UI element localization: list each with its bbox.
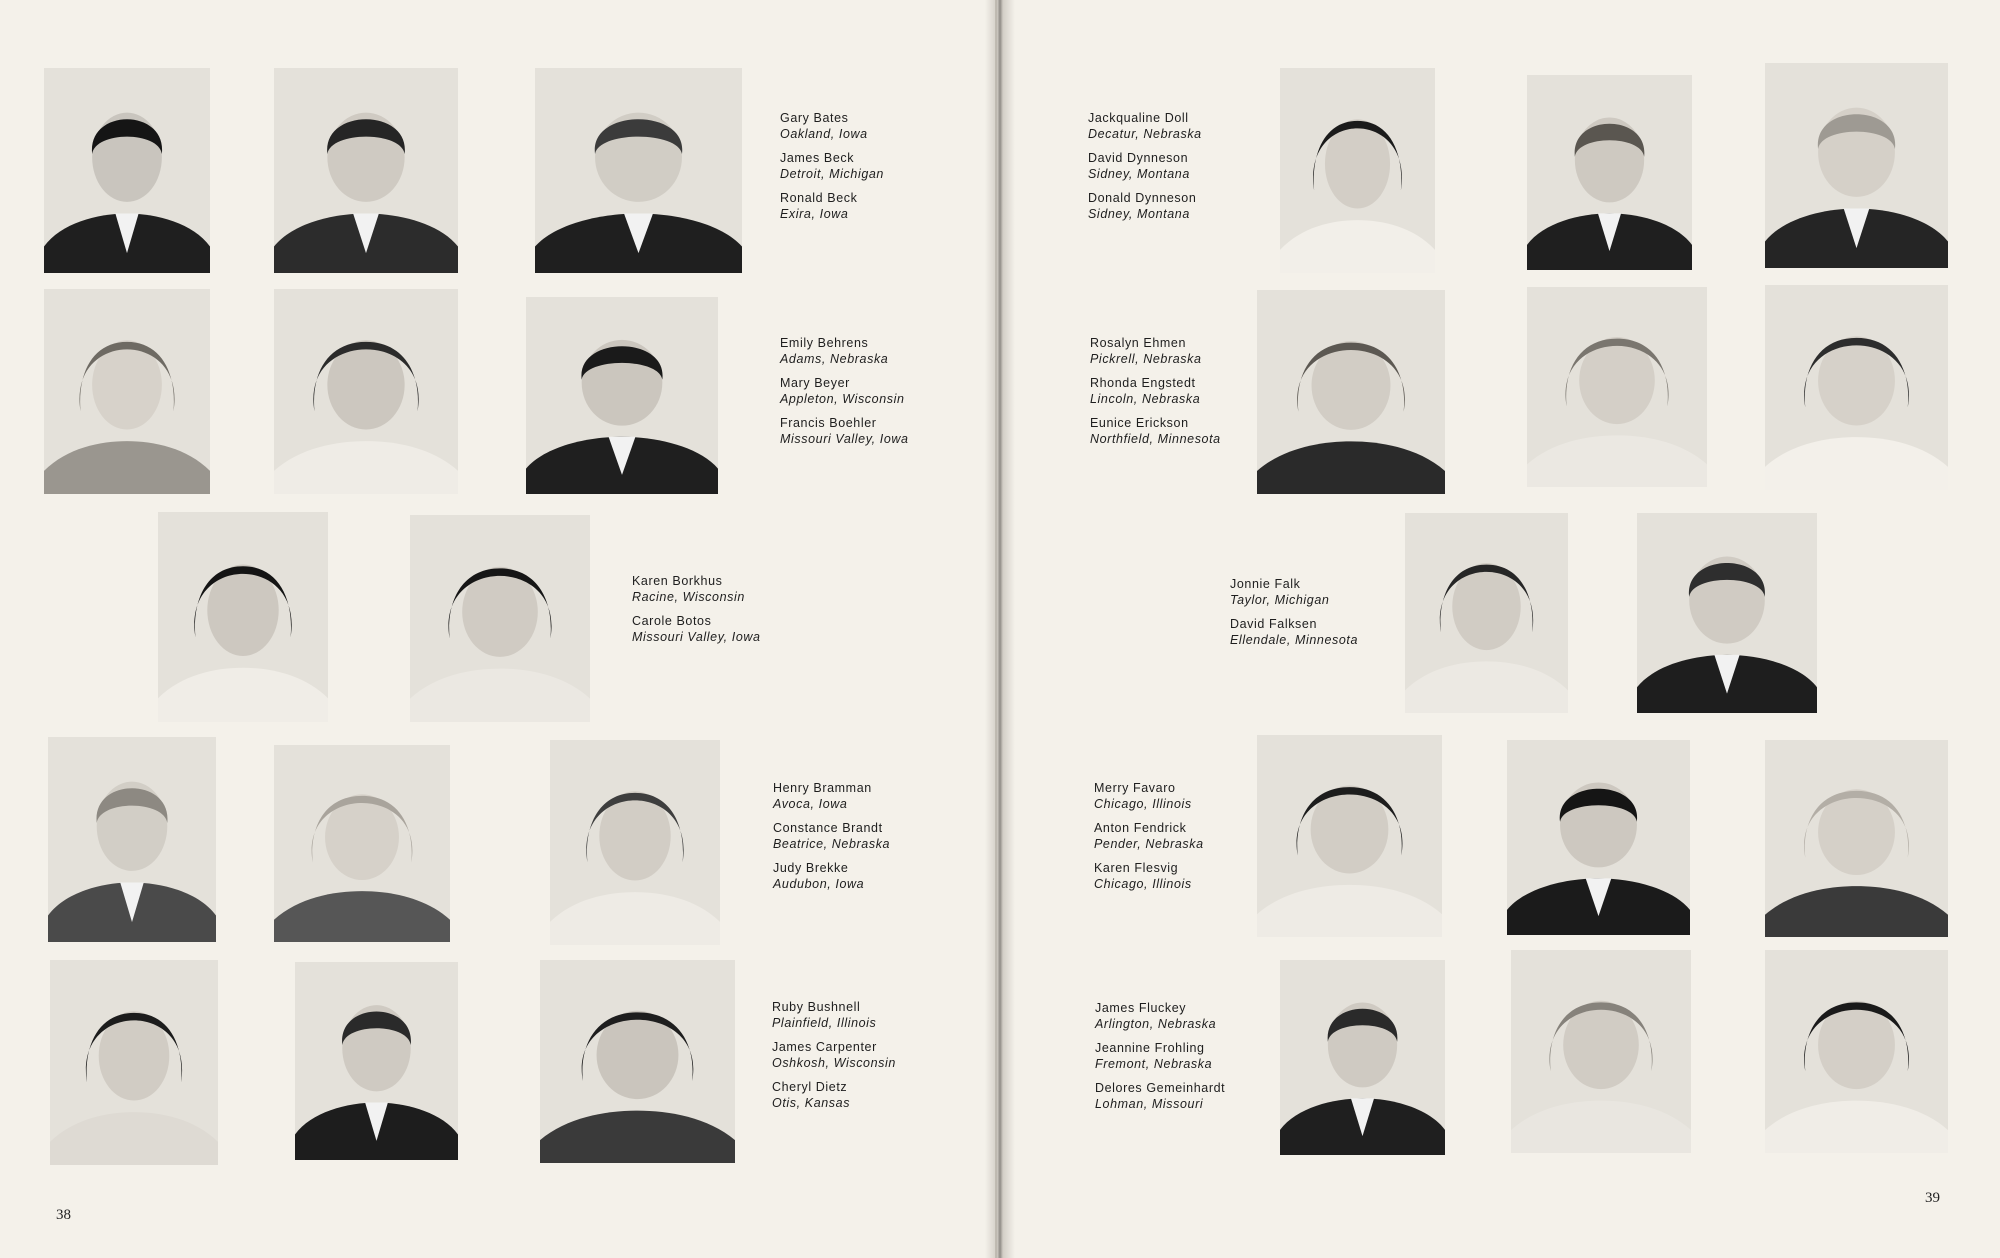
student-entry xyxy=(773,820,890,852)
student-hometown: Northfield, Minnesota xyxy=(1090,432,1221,446)
portrait-photo xyxy=(1765,285,1948,490)
student-hometown: Oshkosh, Wisconsin xyxy=(772,1056,896,1070)
caption-block xyxy=(780,335,909,455)
page-number: 39 xyxy=(1925,1190,1940,1206)
student-hometown: Beatrice, Nebraska xyxy=(773,837,891,851)
student-hometown: Adams, Nebraska xyxy=(780,352,889,366)
portrait-photo xyxy=(1257,735,1442,937)
student-entry xyxy=(632,613,761,645)
portrait-photo xyxy=(48,737,216,942)
student-name: Delores Gemeinhardt xyxy=(1095,1081,1226,1095)
student-entry xyxy=(1090,375,1221,407)
student-name: Rosalyn Ehmen xyxy=(1090,336,1187,350)
student-entry xyxy=(1230,616,1358,648)
student-name: David Dynneson xyxy=(1088,151,1189,165)
portrait-photo xyxy=(50,960,218,1165)
student-entry xyxy=(780,335,909,367)
left-page xyxy=(0,0,995,1258)
student-entry xyxy=(1095,1080,1225,1112)
caption-block xyxy=(1095,1000,1225,1120)
caption-block xyxy=(780,110,884,230)
caption-block xyxy=(772,999,896,1119)
portrait-photo xyxy=(274,289,458,494)
portrait-photo xyxy=(550,740,720,945)
student-hometown: Taylor, Michigan xyxy=(1230,593,1330,607)
student-hometown: Sidney, Montana xyxy=(1088,207,1190,221)
student-name: Donald Dynneson xyxy=(1088,191,1197,205)
right-page xyxy=(997,0,2000,1258)
student-hometown: Pickrell, Nebraska xyxy=(1090,352,1202,366)
caption-block xyxy=(1088,110,1202,230)
student-hometown: Lincoln, Nebraska xyxy=(1090,392,1201,406)
student-hometown: Detroit, Michigan xyxy=(780,167,884,181)
student-entry xyxy=(1094,780,1204,812)
student-name: Ruby Bushnell xyxy=(772,1000,861,1014)
student-hometown: Lohman, Missouri xyxy=(1095,1097,1204,1111)
student-entry xyxy=(1230,576,1358,608)
portrait-photo xyxy=(158,512,328,722)
student-name: Constance Brandt xyxy=(773,821,883,835)
student-name: David Falksen xyxy=(1230,617,1317,631)
portrait-photo xyxy=(1765,950,1948,1153)
student-entry xyxy=(780,110,884,142)
portrait-photo xyxy=(1637,513,1817,713)
student-name: Karen Flesvig xyxy=(1094,861,1179,875)
student-name: Jeannine Frohling xyxy=(1095,1041,1205,1055)
student-hometown: Missouri Valley, Iowa xyxy=(780,432,909,446)
student-hometown: Arlington, Nebraska xyxy=(1095,1017,1217,1031)
student-entry xyxy=(1094,820,1204,852)
portrait-photo xyxy=(410,515,590,722)
student-hometown: Plainfield, Illinois xyxy=(772,1016,877,1030)
student-name: Merry Favaro xyxy=(1094,781,1176,795)
student-entry xyxy=(1088,150,1202,182)
student-entry xyxy=(772,1079,896,1111)
student-name: Eunice Erickson xyxy=(1090,416,1189,430)
student-name: Rhonda Engstedt xyxy=(1090,376,1196,390)
student-hometown: Ellendale, Minnesota xyxy=(1230,633,1359,647)
student-name: Henry Bramman xyxy=(773,781,872,795)
student-hometown: Fremont, Nebraska xyxy=(1095,1057,1213,1071)
portrait-photo xyxy=(526,297,718,494)
student-name: Francis Boehler xyxy=(780,416,877,430)
student-hometown: Otis, Kansas xyxy=(772,1096,851,1110)
student-name: Emily Behrens xyxy=(780,336,869,350)
student-entry xyxy=(780,415,909,447)
student-hometown: Avoca, Iowa xyxy=(773,797,848,811)
student-name: Mary Beyer xyxy=(780,376,850,390)
student-entry xyxy=(632,573,761,605)
caption-block xyxy=(632,573,761,653)
student-name: James Carpenter xyxy=(772,1040,877,1054)
portrait-photo xyxy=(1405,513,1568,713)
student-entry xyxy=(773,860,890,892)
portrait-photo xyxy=(1765,63,1948,268)
student-entry xyxy=(1090,335,1221,367)
student-entry xyxy=(1088,110,1202,142)
portrait-photo xyxy=(1511,950,1691,1153)
student-name: Anton Fendrick xyxy=(1094,821,1187,835)
student-name: Ronald Beck xyxy=(780,191,858,205)
student-hometown: Chicago, Illinois xyxy=(1094,797,1192,811)
student-hometown: Audubon, Iowa xyxy=(773,877,865,891)
portrait-photo xyxy=(1527,287,1707,487)
student-name: James Fluckey xyxy=(1095,1001,1187,1015)
student-hometown: Chicago, Illinois xyxy=(1094,877,1192,891)
student-hometown: Appleton, Wisconsin xyxy=(780,392,905,406)
portrait-photo xyxy=(44,68,210,273)
student-name: Judy Brekke xyxy=(773,861,849,875)
student-entry xyxy=(772,999,896,1031)
portrait-photo xyxy=(1765,740,1948,937)
caption-block xyxy=(1094,780,1204,900)
portrait-photo xyxy=(1527,75,1692,270)
student-entry xyxy=(780,150,884,182)
student-entry xyxy=(1095,1040,1225,1072)
student-hometown: Decatur, Nebraska xyxy=(1088,127,1202,141)
student-hometown: Exira, Iowa xyxy=(780,207,849,221)
portrait-photo xyxy=(1280,960,1445,1155)
student-entry xyxy=(772,1039,896,1071)
student-hometown: Pender, Nebraska xyxy=(1094,837,1204,851)
student-entry xyxy=(780,190,884,222)
student-entry xyxy=(1095,1000,1225,1032)
student-hometown: Missouri Valley, Iowa xyxy=(632,630,761,644)
student-entry xyxy=(780,375,909,407)
student-name: Karen Borkhus xyxy=(632,574,723,588)
portrait-photo xyxy=(1280,68,1435,273)
portrait-photo xyxy=(540,960,735,1163)
student-name: Jonnie Falk xyxy=(1230,577,1301,591)
caption-block xyxy=(773,780,890,900)
portrait-photo xyxy=(1257,290,1445,494)
portrait-photo xyxy=(44,289,210,494)
caption-block xyxy=(1230,576,1358,656)
student-name: Jackqualine Doll xyxy=(1088,111,1189,125)
student-name: Carole Botos xyxy=(632,614,712,628)
student-hometown: Racine, Wisconsin xyxy=(632,590,745,604)
portrait-photo xyxy=(274,745,450,942)
page-number: 38 xyxy=(56,1207,71,1223)
portrait-photo xyxy=(295,962,458,1160)
student-hometown: Sidney, Montana xyxy=(1088,167,1190,181)
portrait-photo xyxy=(1507,740,1690,935)
student-entry xyxy=(1094,860,1204,892)
student-hometown: Oakland, Iowa xyxy=(780,127,868,141)
student-name: Cheryl Dietz xyxy=(772,1080,848,1094)
student-name: Gary Bates xyxy=(780,111,849,125)
student-entry xyxy=(773,780,890,812)
student-name: James Beck xyxy=(780,151,855,165)
caption-block xyxy=(1090,335,1221,455)
portrait-photo xyxy=(274,68,458,273)
portrait-photo xyxy=(535,68,742,273)
book-gutter xyxy=(985,0,1015,1258)
student-entry xyxy=(1090,415,1221,447)
student-entry xyxy=(1088,190,1202,222)
